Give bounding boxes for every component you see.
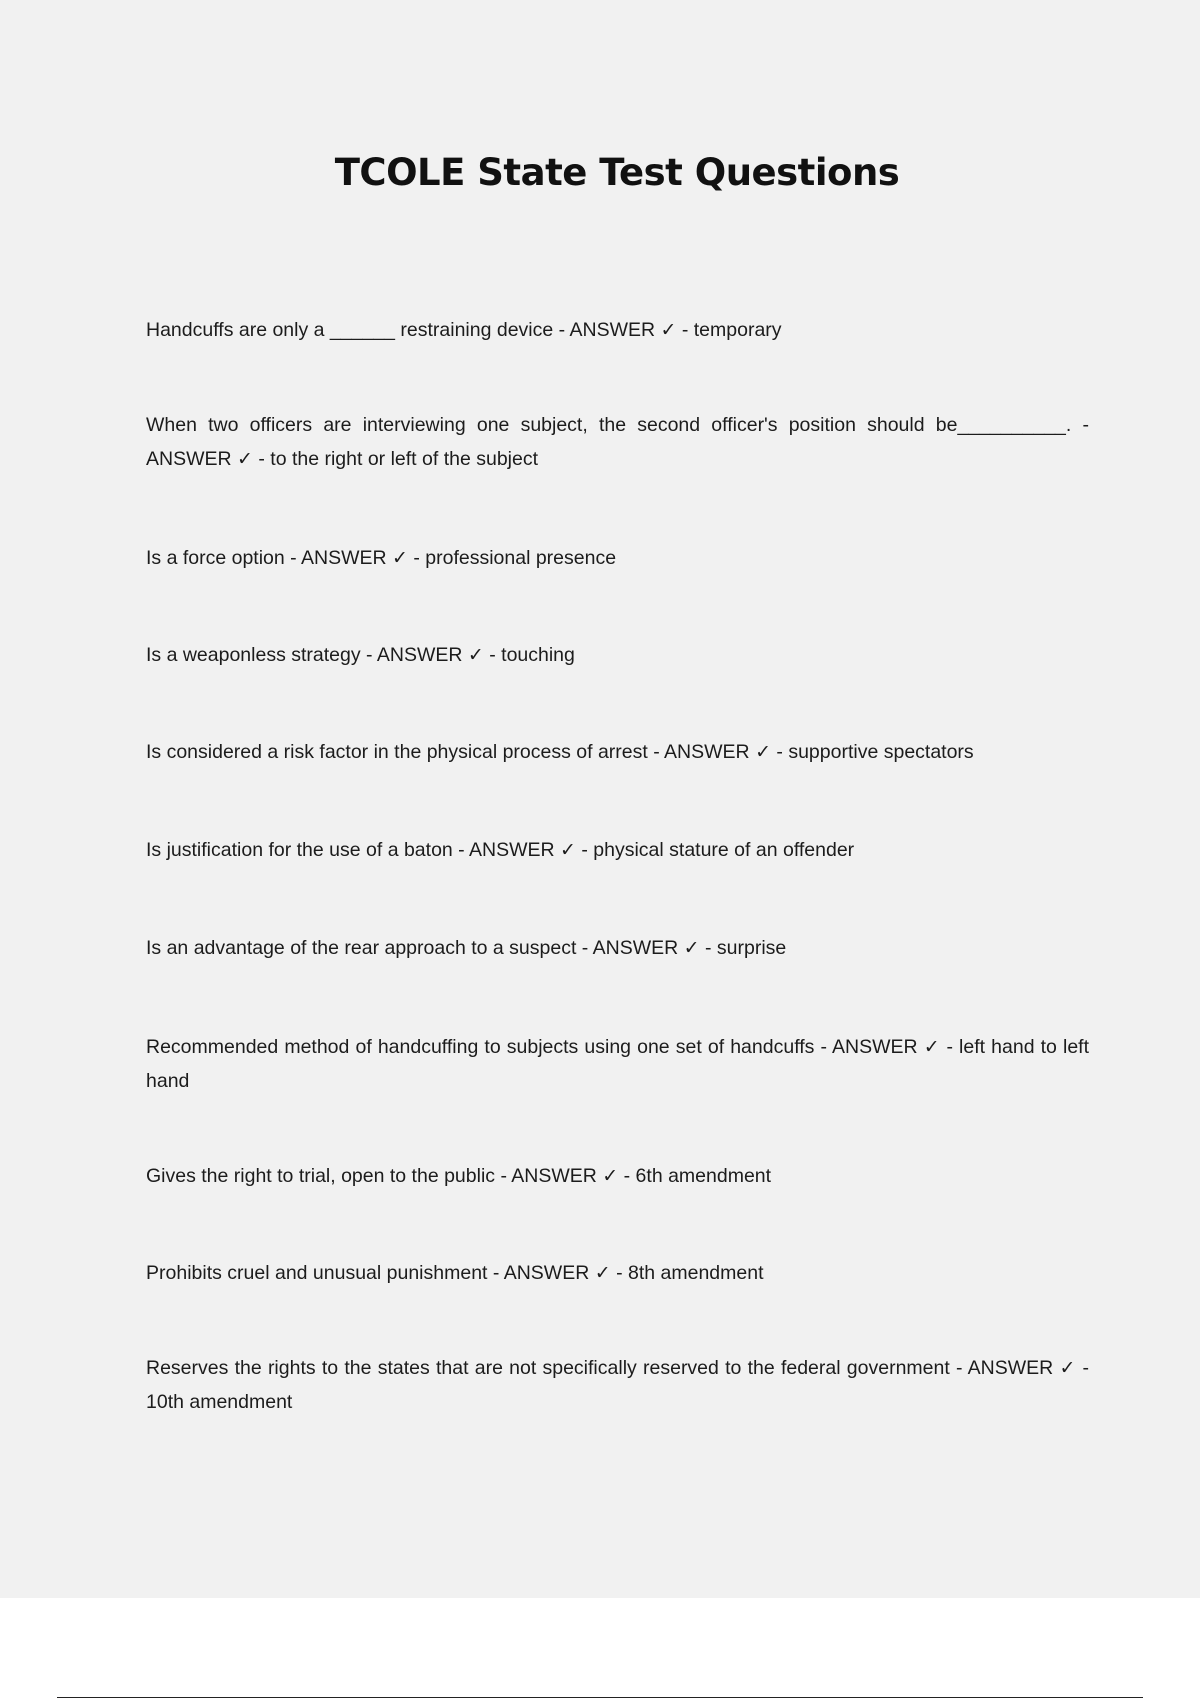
footer-divider bbox=[57, 1697, 1143, 1698]
question-text: Prohibits cruel and unusual punishment - ANSWER bbox=[146, 1262, 590, 1284]
answer-text: - physical stature of an offender bbox=[581, 839, 855, 861]
qa-item bbox=[146, 1256, 1089, 1290]
qa-item bbox=[146, 931, 1089, 965]
answer-text: - left hand to left hand bbox=[146, 1036, 1090, 1092]
checkmark-icon: ✓ bbox=[237, 448, 253, 470]
answer-text: - surprise bbox=[704, 937, 787, 959]
answer-text: - supportive spectators bbox=[776, 741, 974, 763]
checkmark-icon: ✓ bbox=[755, 741, 771, 763]
question-text: Gives the right to trial, open to the public - ANSWER bbox=[146, 1165, 597, 1187]
checkmark-icon: ✓ bbox=[1059, 1357, 1077, 1379]
answer-text: - 6th amendment bbox=[623, 1165, 772, 1187]
qa-item bbox=[146, 1159, 1089, 1193]
answer-text: - touching bbox=[489, 644, 575, 666]
answer-text: - professional presence bbox=[413, 547, 617, 569]
qa-item bbox=[146, 1030, 1089, 1098]
checkmark-icon: ✓ bbox=[594, 1262, 611, 1284]
question-text: Reserves the rights to the states that are not specifically reserved to the federal government - ANSWER bbox=[146, 1357, 1054, 1379]
question-text: Is a weaponless strategy - ANSWER bbox=[146, 644, 463, 666]
qa-item bbox=[146, 408, 1089, 476]
answer-text: - temporary bbox=[681, 319, 782, 341]
answer-text: - 8th amendment bbox=[616, 1262, 764, 1284]
question-text: Is considered a risk factor in the physical process of arrest - ANSWER bbox=[146, 741, 750, 763]
qa-item bbox=[146, 638, 1089, 672]
qa-item bbox=[146, 1351, 1089, 1419]
answer-text: - 10th amendment bbox=[146, 1357, 1090, 1413]
checkmark-icon: ✓ bbox=[923, 1036, 941, 1058]
checkmark-icon: ✓ bbox=[683, 937, 700, 959]
checkmark-icon: ✓ bbox=[392, 547, 408, 569]
question-text: Is justification for the use of a baton - ANSWER bbox=[146, 839, 555, 861]
answer-text: - to the right or left of the subject bbox=[258, 448, 539, 470]
qa-item bbox=[146, 313, 1089, 347]
page-title: TCOLE State Test Questions bbox=[334, 151, 900, 194]
checkmark-icon: ✓ bbox=[560, 839, 576, 861]
checkmark-icon: ✓ bbox=[602, 1165, 619, 1187]
question-text: Recommended method of handcuffing to subjects using one set of handcuffs - ANSWER bbox=[146, 1036, 918, 1058]
qa-item bbox=[146, 541, 1089, 575]
question-text: Handcuffs are only a ______ restraining device - ANSWER bbox=[146, 319, 656, 341]
checkmark-icon: ✓ bbox=[660, 319, 677, 341]
qa-item bbox=[146, 833, 1089, 867]
question-text: When two officers are interviewing one subject, the second officer's position should be__________. - ANSWER bbox=[146, 414, 1089, 470]
question-text: Is an advantage of the rear approach to a suspect - ANSWER bbox=[146, 937, 679, 959]
question-text: Is a force option - ANSWER bbox=[146, 547, 387, 569]
qa-item bbox=[146, 735, 1089, 769]
checkmark-icon: ✓ bbox=[467, 644, 484, 666]
